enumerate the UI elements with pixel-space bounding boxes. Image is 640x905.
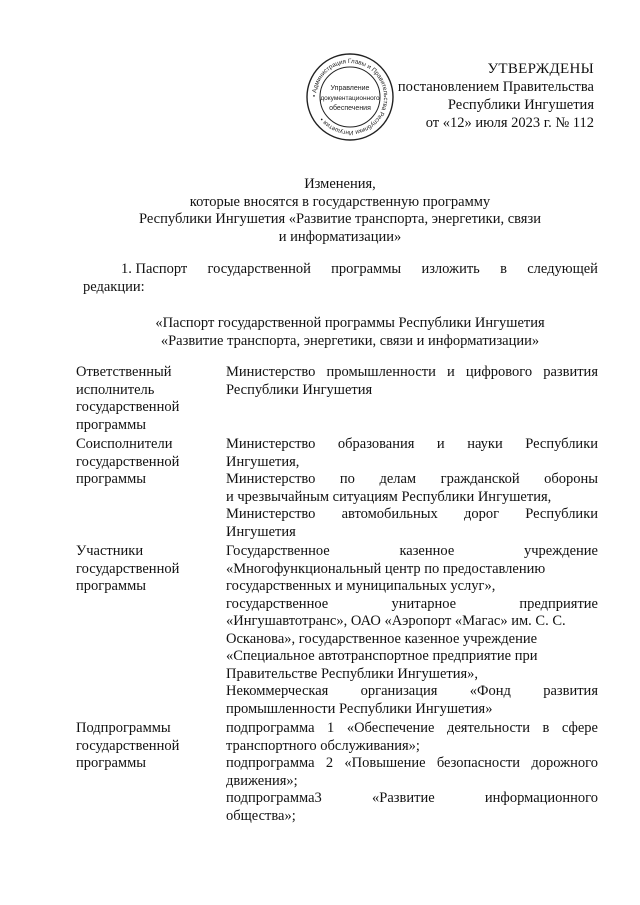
row-value-line: государственных и муниципальных услуг»,: [226, 578, 496, 594]
row-label: [76, 543, 226, 718]
word: следующей: [527, 261, 598, 277]
paragraph-second-line: редакции:: [83, 279, 145, 295]
paragraph-1: [83, 260, 598, 296]
row-label-line: Подпрограммы: [76, 720, 171, 736]
row-label-line: программы: [76, 578, 146, 594]
row-value-line: Министерство автомобильных дорог Республики: [226, 506, 598, 522]
row-value-line: промышленности Республики Ингушетия»: [226, 700, 493, 717]
svg-text:документационного: документационного: [320, 95, 380, 102]
word: государственной: [207, 261, 311, 277]
official-stamp: [305, 52, 395, 142]
passport-title-line: «Паспорт государственной программы Республики Ингушетия: [155, 315, 545, 331]
passport-title: [60, 314, 640, 350]
heading-line: и информатизации»: [278, 228, 402, 245]
row-label-line: Участники: [76, 543, 144, 559]
row-value: [226, 720, 598, 825]
row-value-line: подпрограмма 1 «Обеспечение деятельности в сфере: [226, 720, 598, 736]
document-heading: [60, 176, 620, 246]
table-row: [76, 720, 598, 825]
row-value-line: Министерство образования и науки Республики: [226, 436, 598, 452]
row-value-line: Республики Ингушетия: [226, 381, 373, 398]
row-label-line: государственной: [76, 737, 180, 754]
approval-block: [398, 60, 594, 132]
row-value-line: Осканова», государственное казенное учреждение: [226, 630, 538, 647]
approval-title: УТВЕРЖДЕНЫ: [487, 61, 594, 77]
passport-table: [76, 364, 598, 825]
row-label-line: Ответственный: [76, 364, 172, 380]
row-value-line: движения»;: [226, 772, 298, 789]
svg-text:Управление: Управление: [330, 85, 370, 92]
heading-line: Изменения,: [304, 176, 376, 192]
row-value-line: Ингушетия: [226, 523, 296, 540]
word: 1. Паспорт: [121, 261, 188, 277]
row-label: [76, 720, 226, 825]
svg-text:• Администрация Главы и Правит: • Администрация Главы и Правительства Республики Ингушетия •: [310, 57, 390, 137]
row-value-line: Министерство промышленности и цифрового развития: [226, 364, 598, 380]
svg-text:обеспечения: обеспечения: [329, 105, 371, 112]
row-value-line: и чрезвычайным ситуациям Республики Ингушетия,: [226, 488, 552, 505]
row-label-line: Соисполнители: [76, 436, 173, 452]
row-label-line: исполнитель: [76, 381, 155, 398]
word: изложить: [421, 261, 480, 277]
table-row: [76, 364, 598, 434]
row-value-line: «Специальное автотранспортное предприятие при: [226, 648, 538, 664]
row-label: [76, 364, 226, 434]
row-label-line: государственной: [76, 399, 180, 415]
row-label-line: программы: [76, 471, 146, 487]
row-value-line: «Ингушавтотранс», ОАО «Аэропорт «Магас» им. С. С.: [226, 613, 566, 629]
row-value-line: Государственное казенное учреждение: [226, 543, 598, 559]
approval-line: постановлением Правительства: [397, 79, 594, 95]
row-value-line: Правительстве Республики Ингушетия»,: [226, 665, 479, 682]
table-row: [76, 436, 598, 541]
row-value-line: «Многофункциональный центр по предоставлению: [226, 560, 546, 577]
row-value-line: государственное унитарное предприятие: [226, 595, 598, 612]
heading-line: которые вносятся в государственную программу: [189, 193, 491, 210]
row-value-line: общества»;: [226, 807, 296, 824]
word: в: [500, 261, 507, 277]
row-value-line: подпрограмма3 «Развитие информационного: [226, 790, 598, 806]
heading-line: Республики Ингушетия «Развитие транспорта, энергетики, связи: [139, 211, 541, 227]
row-value-line: Ингушетия,: [226, 453, 300, 470]
row-value: [226, 364, 598, 434]
row-value-line: транспортного обслуживания»;: [226, 737, 420, 754]
row-value-line: подпрограмма 2 «Повышение безопасности дорожного: [226, 755, 598, 771]
approval-line: Республики Ингушетия: [447, 97, 594, 113]
approval-date: от «12» июля 2023 г. № 112: [425, 115, 594, 131]
row-label-line: программы: [76, 416, 146, 433]
row-label-line: государственной: [76, 560, 180, 577]
table-row: [76, 543, 598, 718]
passport-title-line: «Развитие транспорта, энергетики, связи и информатизации»: [160, 333, 540, 349]
row-value-line: Министерство по делам гражданской обороны: [226, 471, 598, 487]
row-value-line: Некоммерческая организация «Фонд развития: [226, 683, 598, 699]
row-value: [226, 436, 598, 541]
row-label-line: программы: [76, 755, 146, 771]
row-label-line: государственной: [76, 453, 180, 470]
paragraph-first-line: [83, 260, 598, 278]
row-label: [76, 436, 226, 541]
row-value: [226, 543, 598, 718]
word: программы: [331, 261, 402, 277]
